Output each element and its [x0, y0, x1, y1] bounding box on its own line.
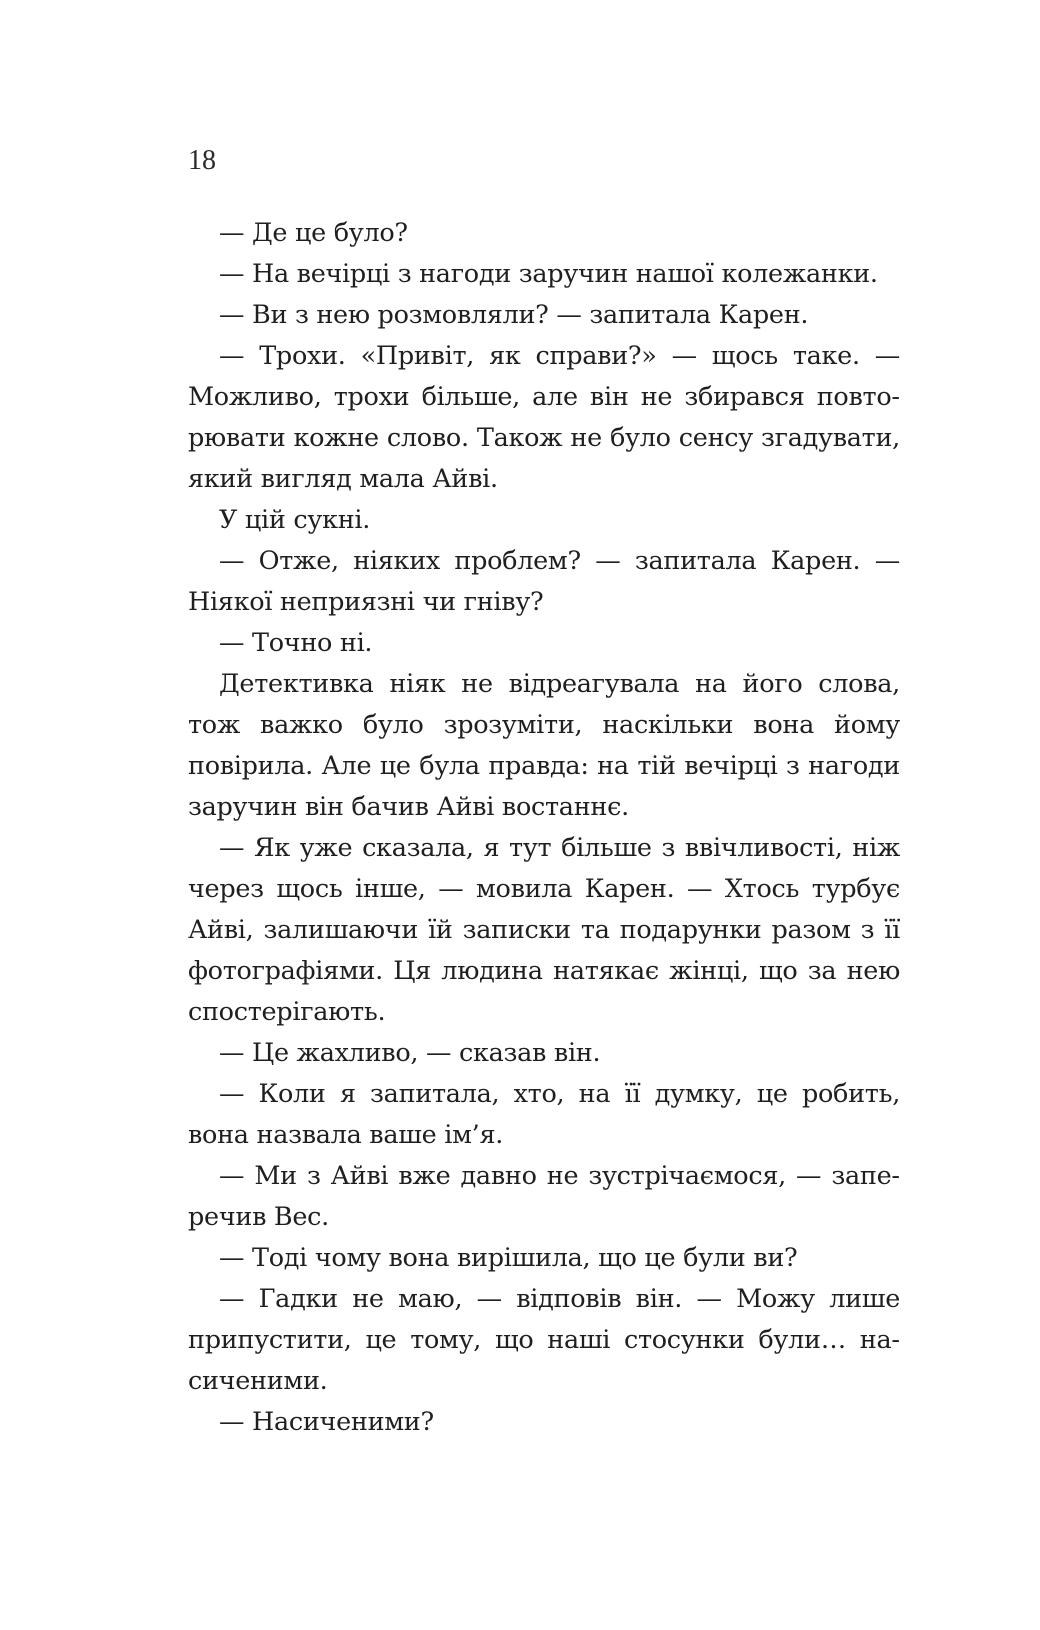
paragraph: — Гадки не маю, — відповів він. — Можу лише припустити, це тому, що наші стосунки були… насиченими. — [188, 1284, 900, 1396]
paragraph: — Ви з нею розмовляли? — запитала Карен. — [219, 300, 809, 330]
paragraph: — Тоді чому вона вирішила, що це були ви? — [219, 1243, 798, 1273]
paragraph: — Точно ні. — [219, 628, 373, 658]
paragraph: — Де це було? — [219, 218, 408, 248]
paragraph: Детективка ніяк не відреагувала на його слова, тож важко було зрозуміти, наскільки вона йому повірила. Але це була правда: на тій вечірці з нагоди заручин він бачив Айві востаннє. — [188, 669, 900, 822]
paragraph: — Коли я запитала, хто, на її думку, це робить, вона назвала ваше ім’я. — [188, 1079, 900, 1150]
paragraph: У цій сукні. — [219, 505, 371, 535]
body-text — [188, 213, 900, 1443]
paragraph: — Ми з Айві вже давно не зустрічаємося, — заперечив Вес. — [188, 1161, 900, 1232]
paragraph: — Трохи. «Привіт, як справи?» — щось таке. — Можливо, трохи більше, але він не збирався повторювати кожне слово. Також не було сенсу згадувати, який вигляд мала Айві. — [188, 341, 900, 494]
paragraph: — Як уже сказала, я тут більше з ввічливості, ніж через щось інше, — мовила Карен. — Хтось турбує Айві, залишаючи їй записки та подарунки разом з її фотографіями. Ця людина натякає жінці, що за нею спостерігають. — [188, 833, 900, 1027]
paragraph: — Насиченими? — [219, 1407, 434, 1437]
page-number: 18 — [188, 145, 216, 176]
paragraph: — Це жахливо, — сказав він. — [219, 1038, 601, 1068]
paragraph: — На вечірці з нагоди заручин нашої колежанки. — [219, 259, 878, 289]
paragraph: — Отже, ніяких проблем? — запитала Карен. — Ніякої неприязні чи гніву? — [188, 546, 900, 617]
